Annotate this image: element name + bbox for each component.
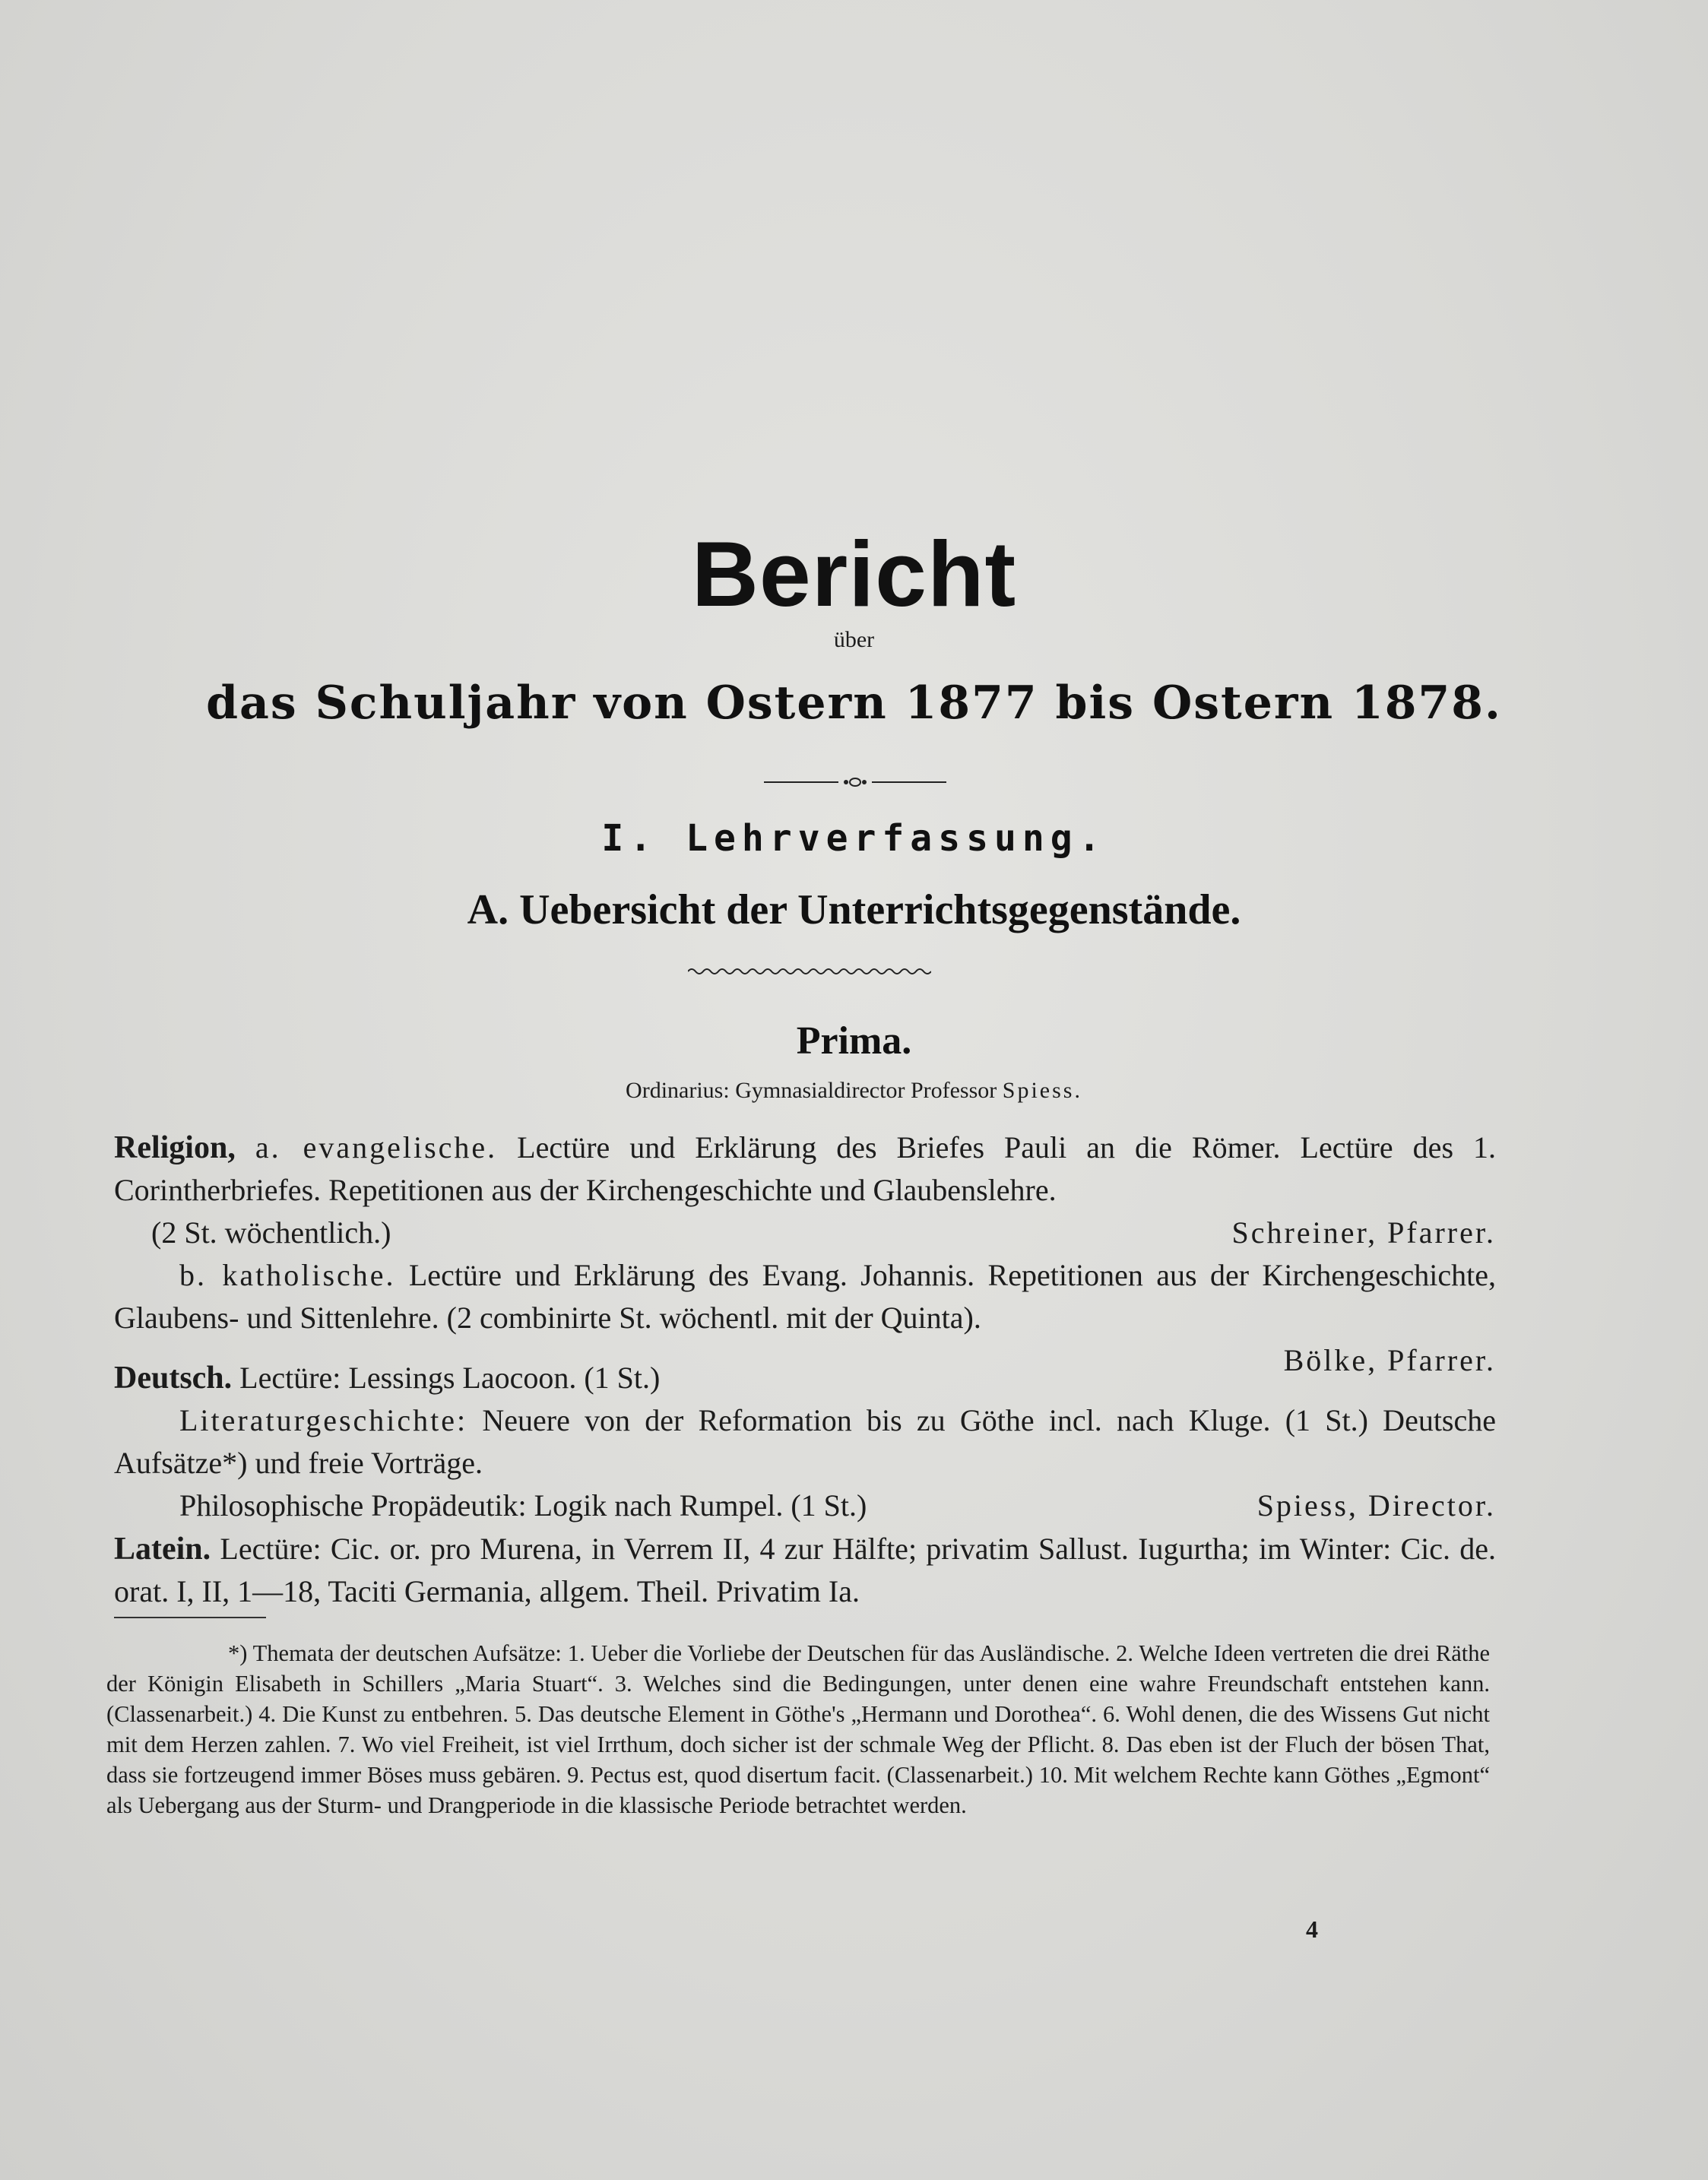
deutsch-phil-label: Philosophische Propädeutik: xyxy=(179,1488,527,1523)
page-number: 4 xyxy=(1306,1915,1318,1943)
latein-block xyxy=(114,1528,1496,1613)
subtitle-ueber: über xyxy=(833,627,875,652)
religion-a-teacher: Schreiner, Pfarrer. xyxy=(1231,1215,1496,1250)
ordinarius-label: Ordinarius: Gymnasialdirector Professor xyxy=(626,1078,997,1103)
wavy-rule-icon xyxy=(688,965,931,978)
footnote-rule xyxy=(114,1617,266,1618)
deutsch-block xyxy=(114,1357,1496,1527)
subsection-heading: A. Uebersicht der Unterrichtsgegenstände. xyxy=(467,886,1241,933)
religion-a-hours: (2 St. wöchentlich.) xyxy=(151,1215,391,1250)
ornament-divider-icon xyxy=(764,777,946,787)
religion-katholisch xyxy=(114,1254,1496,1339)
subject-religion: Religion, xyxy=(114,1130,236,1165)
religion-evangelisch xyxy=(114,1126,1496,1212)
school-year-heading: das Schuljahr von Ostern 1877 bis Ostern 1878. xyxy=(206,676,1502,730)
deutsch-teacher: Spiess, Director. xyxy=(1256,1488,1496,1523)
latein-text: Lectüre: Cic. or. pro Murena, in Verrem II, 4 zur Hälfte; privatim Sallust. Iugurtha; im Winter: Cic. de. orat. I, II, 1—18, Taciti Germania, allgem. Theil. Privatim Ia. xyxy=(114,1532,1496,1608)
deutsch-lecture: Lectüre: Lessings Laocoon. (1 St.) xyxy=(239,1361,661,1395)
religion-block xyxy=(114,1126,1496,1382)
deutsch-lit-label: Literaturgeschichte: xyxy=(179,1403,468,1437)
ordinarius-name: Spiess. xyxy=(1002,1078,1082,1103)
page-title: Bericht xyxy=(691,522,1017,626)
latein-paragraph xyxy=(114,1528,1496,1613)
religion-a-label: a. evangelische. xyxy=(255,1130,498,1164)
religion-b-teacher: Bölke, Pfarrer. xyxy=(1283,1343,1496,1377)
religion-a-footer xyxy=(114,1212,1496,1254)
religion-a-text: Lectüre und Erklärung des Briefes Pauli an die Römer. Lectüre des 1. Corintherbriefes. Repetitionen aus der Kirchengeschichte und Glaubenslehre. xyxy=(114,1130,1497,1207)
religion-b-label: b. katholische. xyxy=(179,1258,396,1292)
subject-deutsch: Deutsch. xyxy=(114,1361,233,1396)
deutsch-lit-text: Neuere von der Reformation bis zu Göthe incl. nach Kluge. (1 St.) Deutsche Aufsätze*) und freie Vorträge. xyxy=(114,1403,1497,1480)
deutsch-literature xyxy=(114,1399,1496,1484)
deutsch-philosophy xyxy=(114,1484,1496,1527)
footnote: *) Themata der deutschen Aufsätze: 1. Ueber die Vorliebe der Deutschen für das Ausländische. 2. Welche Ideen vertreten die drei Räthe der Königin Elisabeth in Schillers „Maria Stuart“. 3. Welches sind die Bedingungen, unter denen eine wahre Freundschaft entstehen kann. (Classenarbeit.) 4. Die Kunst zu entbehren. 5. Das deutsche Element in Göthe's „Hermann und Dorothea“. 6. Wohl denen, die des Wissens Gut nicht mit dem Herzen zahlen. 7. Wo viel Freiheit, ist viel Irrthum, doch sicher ist der schmale Weg der Pflicht. 8. Das eben ist der Fluch der bösen That, dass sie fortzeugend immer Böses muss gebären. 9. Pectus est, quod disertum facit. (Classenarbeit.) 10. Mit welchem Rechte kann Göthes „Egmont“ als Uebergang aus der Sturm- und Drangperiode in die klassische Periode betrachtet werden. xyxy=(106,1640,1490,1818)
class-heading: Prima. xyxy=(796,1019,912,1063)
deutsch-lecture-line xyxy=(114,1357,1496,1399)
ordinarius-line xyxy=(0,1078,1708,1104)
religion-b-text: Lectüre und Erklärung des Evang. Johannis. Repetitionen aus der Kirchengeschichte, Glaubens- und Sittenlehre. (2 combinirte St. wöchentl. mit der Quinta). xyxy=(114,1258,1496,1335)
section-heading: I. Lehrverfassung. xyxy=(601,817,1107,860)
subject-latein: Latein. xyxy=(114,1532,211,1567)
deutsch-phil-text: Logik nach Rumpel. (1 St.) xyxy=(534,1488,867,1523)
